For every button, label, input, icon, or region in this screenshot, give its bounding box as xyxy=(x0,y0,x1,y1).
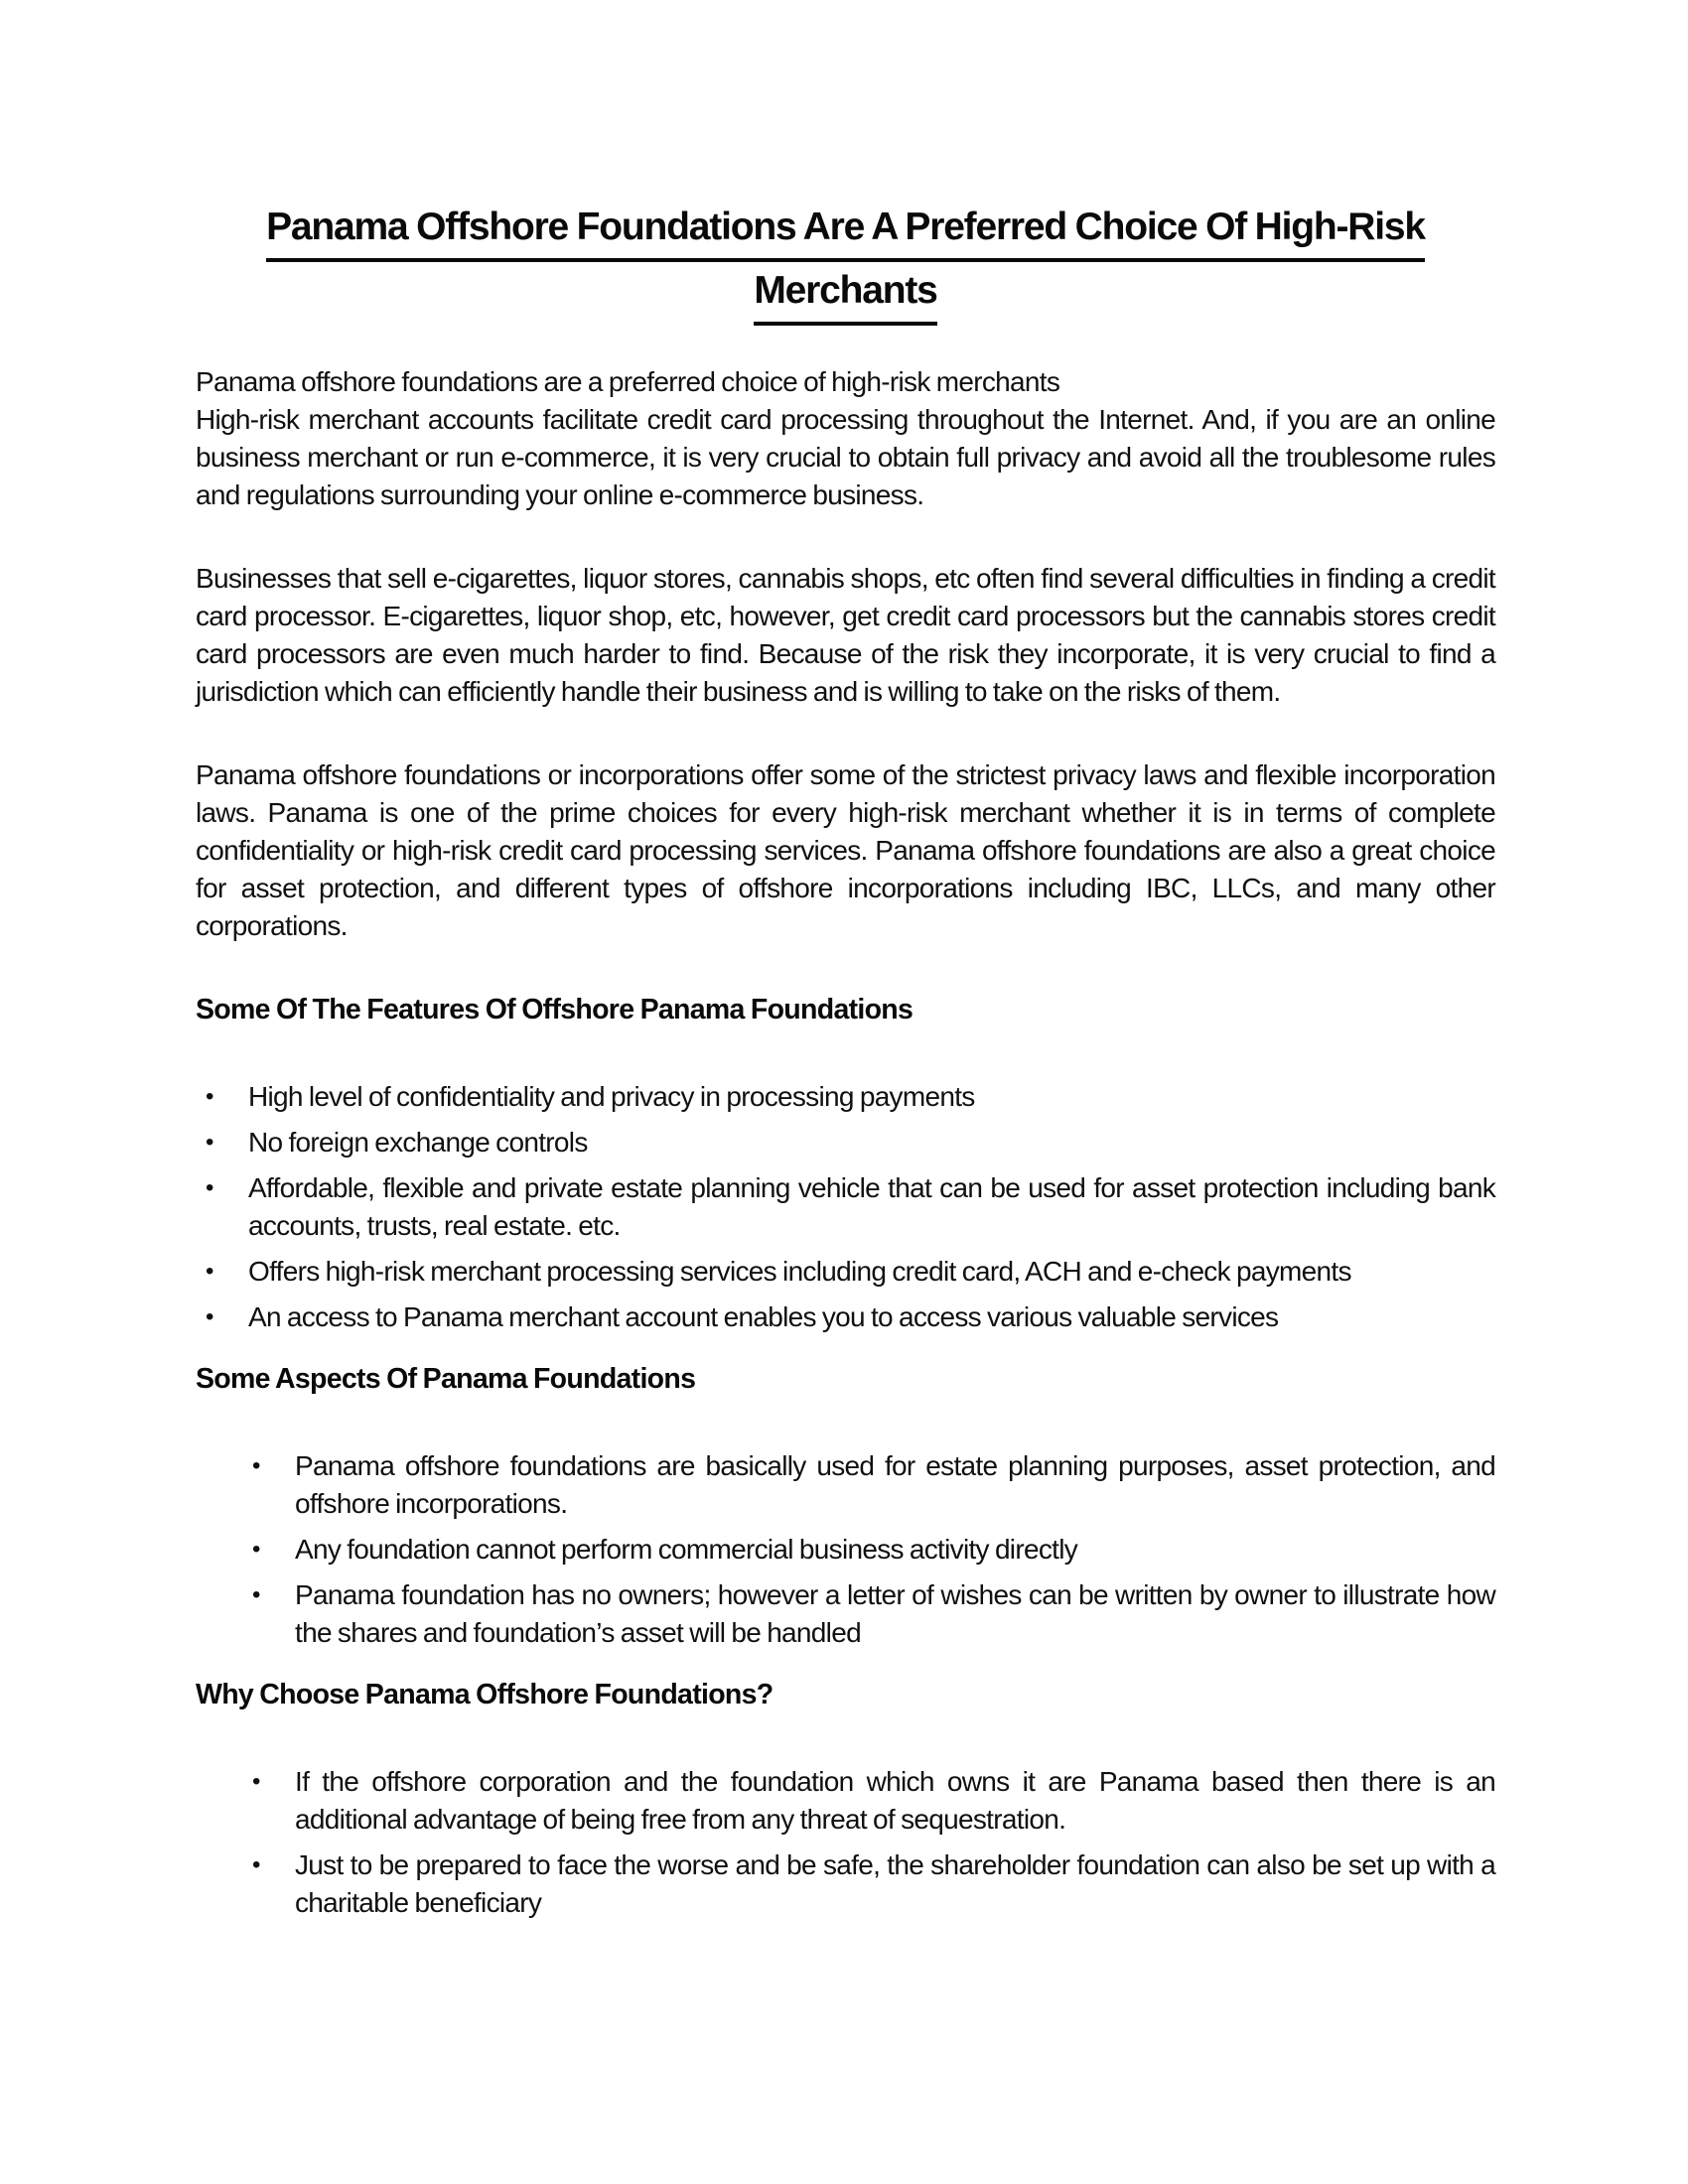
list-item xyxy=(196,1763,1495,1839)
list-item xyxy=(196,1078,1495,1116)
list-item xyxy=(196,1298,1495,1336)
bullet-icon: • xyxy=(206,1083,213,1110)
section-heading-aspects: Some Aspects Of Panama Foundations xyxy=(196,1363,696,1395)
bullet-icon: • xyxy=(206,1303,213,1330)
bullet-icon: • xyxy=(206,1174,213,1201)
bullet-icon: • xyxy=(252,1851,260,1878)
bullet-icon: • xyxy=(252,1768,260,1795)
document-title xyxy=(196,199,1495,326)
title-line-1: Panama Offshore Foundations Are A Preferred Choice Of High-Risk xyxy=(196,199,1495,262)
bullet-icon: • xyxy=(206,1129,213,1156)
intro-body-text: High-risk merchant accounts facilitate credit card processing throughout the Internet. And, if you are an online business merchant or run e-commerce, it is very crucial to obtain full privacy and avoid all the troublesome rules and regulations surrounding your online e-commerce business. xyxy=(196,404,1495,510)
bullet-list-aspects xyxy=(196,1447,1495,1652)
list-item xyxy=(196,1846,1495,1922)
bullet-icon: • xyxy=(252,1452,260,1479)
list-item-text: High level of confidentiality and privacy in processing payments xyxy=(248,1081,975,1112)
bullet-list-features xyxy=(196,1078,1495,1336)
section-features xyxy=(196,991,1495,1336)
intro-lead-line: Panama offshore foundations are a preferred choice of high-risk merchants xyxy=(196,366,1060,397)
list-item-text: Just to be prepared to face the worse and be safe, the shareholder foundation can also be set up with a charitable beneficiary xyxy=(295,1849,1495,1918)
section-why-choose xyxy=(196,1676,1495,1922)
intro-paragraph xyxy=(196,363,1495,514)
list-item-text: Offers high-risk merchant processing services including credit card, ACH and e-check payments xyxy=(248,1256,1351,1287)
list-item-text: If the offshore corporation and the foundation which owns it are Panama based then there is an additional advantage of being free from any threat of sequestration. xyxy=(295,1766,1495,1835)
list-item-text: An access to Panama merchant account enables you to access various valuable services xyxy=(248,1301,1279,1332)
list-item xyxy=(196,1169,1495,1245)
paragraph-panama-privacy: Panama offshore foundations or incorporations offer some of the strictest privacy laws and flexible incorporation laws. Panama is one of the prime choices for every high-risk merchant whether it is in terms of complete confidentiality or high-risk credit card processing services. Panama offshore foundations are also a great choice for asset protection, and different types of offshore incorporations including IBC, LLCs, and many other corporations. xyxy=(196,759,1495,941)
list-item-text: Any foundation cannot perform commercial business activity directly xyxy=(295,1534,1078,1565)
list-item xyxy=(196,1447,1495,1523)
list-item xyxy=(196,1124,1495,1161)
section-aspects xyxy=(196,1360,1495,1652)
bullet-icon: • xyxy=(252,1536,260,1563)
list-item-text: Affordable, flexible and private estate planning vehicle that can be used for asset protection including bank accounts, trusts, real estate. etc. xyxy=(248,1172,1495,1241)
title-line-2: Merchants xyxy=(196,262,1495,326)
list-item-text: Panama foundation has no owners; however a letter of wishes can be written by owner to illustrate how the shares and foundation’s asset will be handled xyxy=(295,1579,1495,1648)
section-heading-why-choose: Why Choose Panama Offshore Foundations? xyxy=(196,1679,774,1710)
bullet-list-why-choose xyxy=(196,1763,1495,1922)
list-item xyxy=(196,1531,1495,1569)
list-item-text: Panama offshore foundations are basically used for estate planning purposes, asset protection, and offshore incorporations. xyxy=(295,1450,1495,1519)
bullet-icon: • xyxy=(252,1581,260,1608)
paragraph-business-difficulties: Businesses that sell e-cigarettes, liquor stores, cannabis shops, etc often find several difficulties in finding a credit card processor. E-cigarettes, liquor shop, etc, however, get credit card processors but the cannabis stores credit card processors are even much harder to find. Because of the risk they incorporate, it is very crucial to find a jurisdiction which can efficiently handle their business and is willing to take on the risks of them. xyxy=(196,563,1495,707)
bullet-icon: • xyxy=(206,1258,213,1285)
list-item xyxy=(196,1253,1495,1291)
list-item xyxy=(196,1576,1495,1652)
list-item-text: No foreign exchange controls xyxy=(248,1127,588,1158)
section-heading-features: Some Of The Features Of Offshore Panama Foundations xyxy=(196,994,914,1025)
